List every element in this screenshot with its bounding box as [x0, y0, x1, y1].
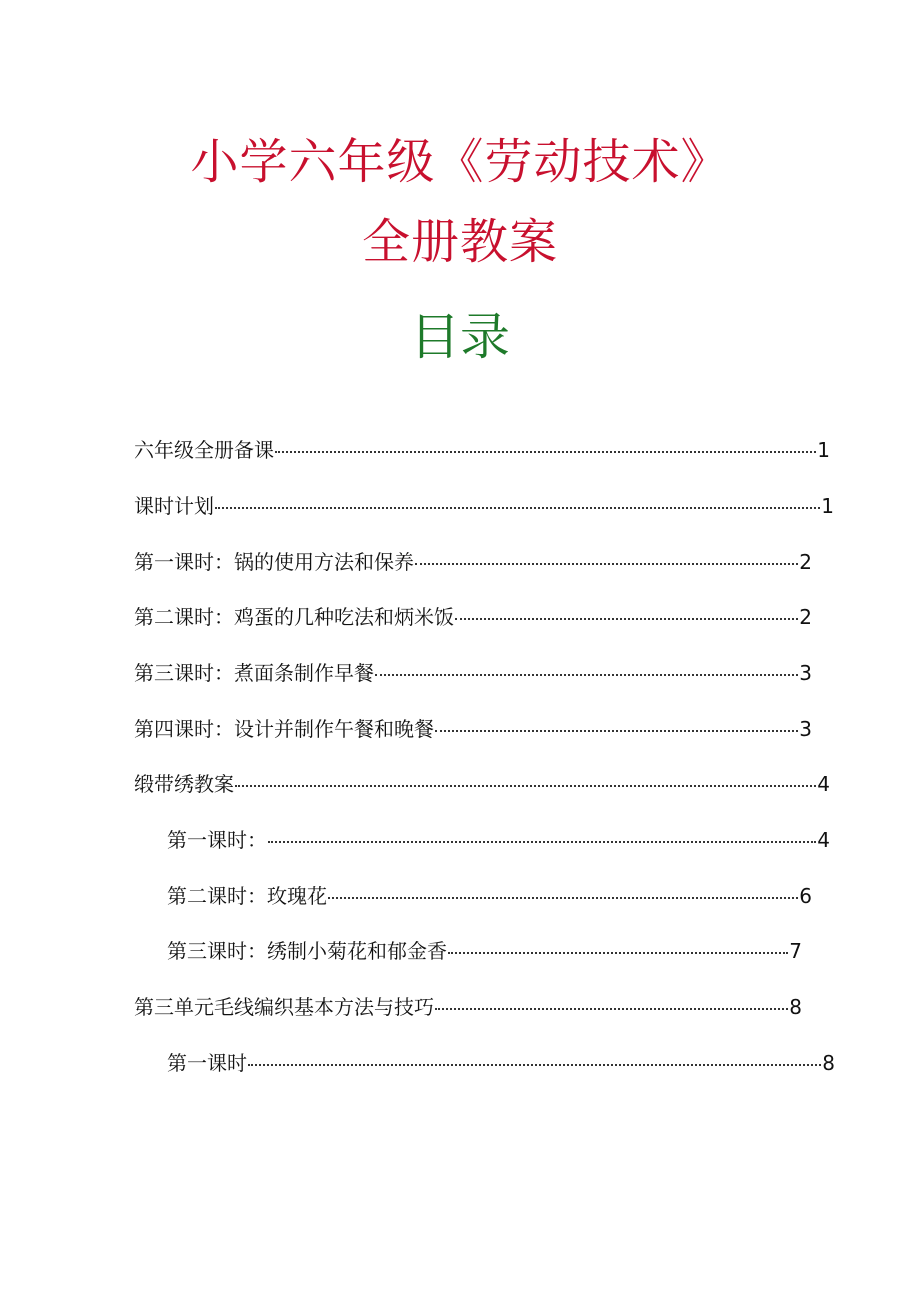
- toc-heading: 目录: [410, 308, 510, 366]
- toc-entry[interactable]: [134, 713, 812, 741]
- toc-dot-leader: [415, 563, 798, 565]
- toc-entry-page: 8: [822, 1051, 835, 1075]
- toc-entry[interactable]: [167, 935, 802, 963]
- toc-entry-label: 第一课时: [167, 1051, 247, 1075]
- toc-entry[interactable]: [134, 768, 830, 796]
- toc-entry[interactable]: [134, 434, 830, 462]
- toc-entry[interactable]: [134, 546, 812, 574]
- toc-dot-leader: [375, 674, 798, 676]
- toc-dot-leader: [275, 451, 816, 453]
- document-title-line-2: 全册教案: [361, 214, 558, 270]
- toc-entry-page: 2: [799, 605, 812, 629]
- toc-entry-page: 3: [799, 717, 812, 741]
- toc-entry-label: 第二课时：玫瑰花: [167, 884, 327, 908]
- toc-dot-leader: [448, 952, 788, 954]
- toc-entry[interactable]: [134, 657, 812, 685]
- toc-entry-page: 4: [817, 828, 830, 852]
- toc-entry-page: 3: [799, 661, 812, 685]
- toc-entry-label: 第一课时：锅的使用方法和保养: [134, 550, 414, 574]
- toc-entry-label: 第四课时：设计并制作午餐和晚餐: [134, 717, 434, 741]
- toc-entry[interactable]: [167, 824, 830, 852]
- toc-dot-leader: [215, 507, 820, 509]
- toc-entry-label: 第二课时：鸡蛋的几种吃法和炳米饭: [134, 605, 454, 629]
- toc-entry-page: 1: [817, 438, 830, 462]
- toc-entry-label: 六年级全册备课: [134, 438, 274, 462]
- toc-entry[interactable]: [167, 880, 812, 908]
- toc-entry[interactable]: [167, 1047, 835, 1075]
- toc-entry-label: 缎带绣教案: [134, 772, 234, 796]
- toc-entry[interactable]: [134, 601, 812, 629]
- toc-entry-page: 2: [799, 550, 812, 574]
- toc-entry[interactable]: [134, 490, 834, 518]
- toc-dot-leader: [435, 1008, 788, 1010]
- toc-entry-label: 第三单元毛线编织基本方法与技巧: [134, 995, 434, 1019]
- toc-dot-leader: [328, 897, 798, 899]
- toc-dot-leader: [435, 730, 798, 732]
- toc-dot-leader: [248, 1064, 821, 1066]
- toc-entry-label: 第三课时：绣制小菊花和郁金香: [167, 939, 447, 963]
- toc-entry-page: 7: [789, 939, 802, 963]
- toc-dot-leader: [235, 785, 816, 787]
- toc-entry-page: 8: [789, 995, 802, 1019]
- toc-entry-page: 4: [817, 772, 830, 796]
- toc-entry[interactable]: [134, 991, 802, 1019]
- toc-dot-leader: [268, 841, 816, 843]
- toc-entry-page: 1: [821, 494, 834, 518]
- toc-entry-label: 第三课时：煮面条制作早餐: [134, 661, 374, 685]
- toc-dot-leader: [455, 618, 798, 620]
- toc-entry-page: 6: [799, 884, 812, 908]
- document-title-line-1: 小学六年级《劳动技术》: [190, 134, 730, 190]
- toc-entry-label: 第一课时：: [167, 828, 267, 852]
- toc-entry-label: 课时计划: [134, 494, 214, 518]
